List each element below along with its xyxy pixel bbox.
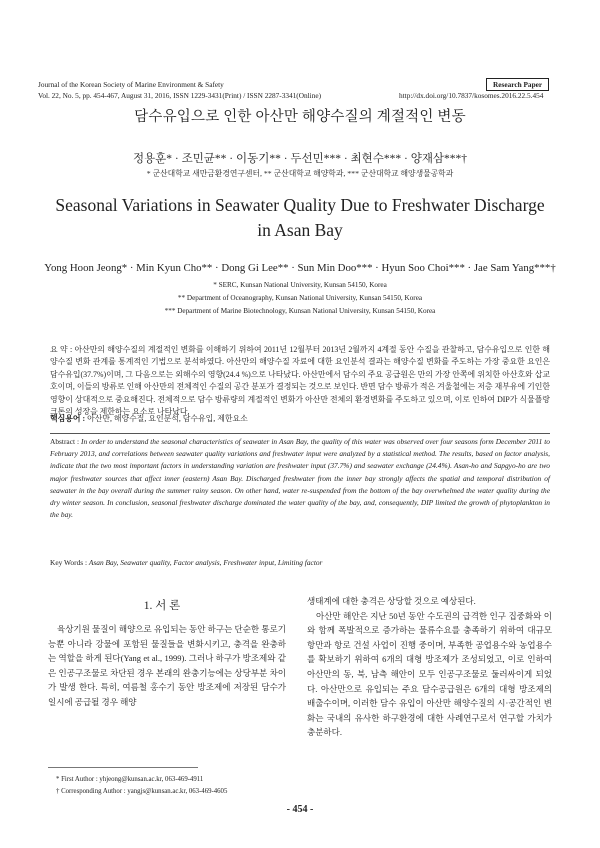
- korean-keywords: [50, 413, 550, 425]
- research-paper-badge: Research Paper: [486, 78, 549, 91]
- footnote-first-author: * First Author : yhjeong@kunsan.ac.kr, 063-469-4911: [56, 776, 204, 783]
- english-abstract-label: Abstract :: [50, 437, 82, 446]
- body-left-column: 육상기원 물질이 해양으로 유입되는 동안 하구는 단순한 통로기능뿐 아니라 강물에 포함된 물질들을 변화시키고, 충격을 완충하는 역할을 하게 된다(Yang et al., 1999). 그러나 하구가 방조제와 같은 인공구조물로 차단된 경우 본래의 완충기능에는 상당부분 차이가 발생 한다. 특히, 여름철 홍수기 동안 방조제에 저장된 담수가 일시에 공급될 경우 해양: [48, 624, 286, 707]
- abstract-divider: [50, 433, 550, 434]
- korean-abstract-text: 아산만의 해양수질의 계절적인 변화를 이해하기 위하여 2011년 12월부터 2013년 2월까지 4계절 동안 수질을 관찰하고, 담수유입으로 인한 해양수질 변화 관계를 통계적인 기법으로 분석하였다. 아산만의 해양수질 자료에 대한 요인분석 결과는 해양수질 변화를 주도하는 가장 중요한 요인은 담수유입(37.7%)이며, 그 다음으로는 외해수의 영향(24.4 %)으로 나타났다. 아산만에서 담수의 주요 공급원은 만의 가장 안쪽에 위치한 아산호와 삽교호이며, 이들의 방류로 인해 아산만의 전체적인 수질의 공간 분포가 결정되는 것으로 보인다. 반면 담수 방류가 적은 겨울철에는 저층 재부유에 기인한 영향이 상대적으로 중요해진다. 전체적으로 담수 방류량의 계절적인 변화가 아산만 전체의 환경변화를 주도하고 있으며, 이로 인하여 DIP가 식물플랑크톤의 성장을 제한하는 요소로 나타났다.: [50, 345, 550, 417]
- english-keywords-label: Key Words :: [50, 558, 89, 567]
- page-number: - 454 -: [286, 804, 314, 815]
- english-abstract-text: In order to understand the seasonal characteristics of seawater in Asan Bay, the quality of this water was observed over four seasons form December 2011 to February 2013, and correlations between seawater quality variations and freshwater input were analyzed by a statistical method. The results, based on factor analysis, indicate that the two most important factors in understanding variation are freshwater input (37.7%) and seawater exchange (24.4%). Asan-ho and Sapgyo-ho are two major freshwater sources that affect inner (eastern) Asan Bay. Discharged freshwater from the inner bay strongly affects the spatial and temporal distribution of seawater in the bay overall during the summer rainy season. On other hand, water re-suspended from the bottom of the bay overwhelmed the water quality during the dry winter season. In conclusion, seasonal freshwater discharge dominated the water quality of the bay, and, consequently, DIP limited the growth of phytoplankton in the bay.: [50, 437, 550, 520]
- korean-keywords-text: 아산만, 해양수질, 요인분석, 담수유입, 제한요소: [87, 414, 248, 423]
- english-keywords: [50, 557, 550, 569]
- english-affiliation-1: * SERC, Kunsan National University, Kunsan 54150, Korea: [213, 281, 387, 289]
- body-right-column: [307, 594, 552, 740]
- korean-affiliations: * 군산대학교 새만금환경연구센터, ** 군산대학교 해양학과, *** 군산대학교 해양생물공학과: [146, 169, 454, 178]
- doi-link[interactable]: http://dx.doi.org/10.7837/kosomes.2016.22.5.454: [399, 91, 544, 100]
- korean-abstract: [50, 344, 550, 418]
- footnote-rule: [48, 767, 198, 768]
- right-column-paragraph-2: 아산만 해안은 지난 50년 동안 수도권의 급격한 인구 집중화와 이와 함께 폭발적으로 증가하는 물류수요를 충족하기 위하여 대규모 항만과 항로 건설 사업이 진행 중이며, 부족한 공업용수와 농업용수를 확보하기 위하여 6개의 대형 방조제가 조성되었고, 이로 인하여 아산만의 동, 북, 남측 해안이 모두 인공구조물로 둘러싸이게 되었다. 아산만으로 유입되는 주요 담수공급원은 6개의 대형 방조제의 배출수이며, 이러한 담수 유입이 아산만 해양수질의 시·공간적인 변화는 국내의 유사한 하구환경에 대한 사례연구로서 연구할 가치가 충분하다.: [307, 610, 552, 738]
- korean-abstract-label: 요 약 :: [50, 345, 75, 354]
- english-authors: Yong Hoon Jeong* · Min Kyun Cho** · Dong Gi Lee** · Sun Min Doo*** · Hyun Soo Choi*** · Jae Sam Yang***†: [44, 262, 556, 274]
- english-affiliation-3: *** Department of Marine Biotechnology, Kunsan National University, Kunsan 54150, Korea: [164, 307, 436, 315]
- english-keywords-text: Asan Bay, Seawater quality, Factor analysis, Freshwater input, Limiting factor: [88, 558, 323, 567]
- english-title-line2: in Asan Bay: [257, 220, 343, 240]
- english-abstract: [50, 436, 550, 521]
- korean-title: 담수유입으로 인한 아산만 해양수질의 계절적인 변동: [134, 109, 466, 125]
- english-affiliation-2: ** Department of Oceanography, Kunsan National University, Kunsan 54150, Korea: [177, 294, 423, 302]
- right-column-paragraph-1: 생태계에 대한 충격은 상당할 것으로 예상된다.: [307, 596, 476, 606]
- korean-authors: 정용훈* · 조민균** · 이동기** · 두선민*** · 최현수*** · 양재삼***†: [132, 153, 468, 165]
- section-heading-introduction: 1. 서 론: [143, 600, 181, 612]
- footnote-corresponding-author: † Corresponding Author : yangjs@kunsan.ac.kr, 063-469-4605: [56, 788, 228, 795]
- english-title: [20, 193, 580, 243]
- english-title-line1: Seasonal Variations in Seawater Quality Due to Freshwater Discharge: [55, 195, 545, 215]
- korean-keywords-label: 핵심용어 :: [50, 414, 88, 423]
- journal-name: Journal of the Korean Society of Marine Environment & Safety: [38, 80, 224, 89]
- volume-info: Vol. 22, No. 5, pp. 454-467, August 31, 2016, ISSN 1229-3431(Print) / ISSN 2287-3341(Online): [38, 91, 322, 100]
